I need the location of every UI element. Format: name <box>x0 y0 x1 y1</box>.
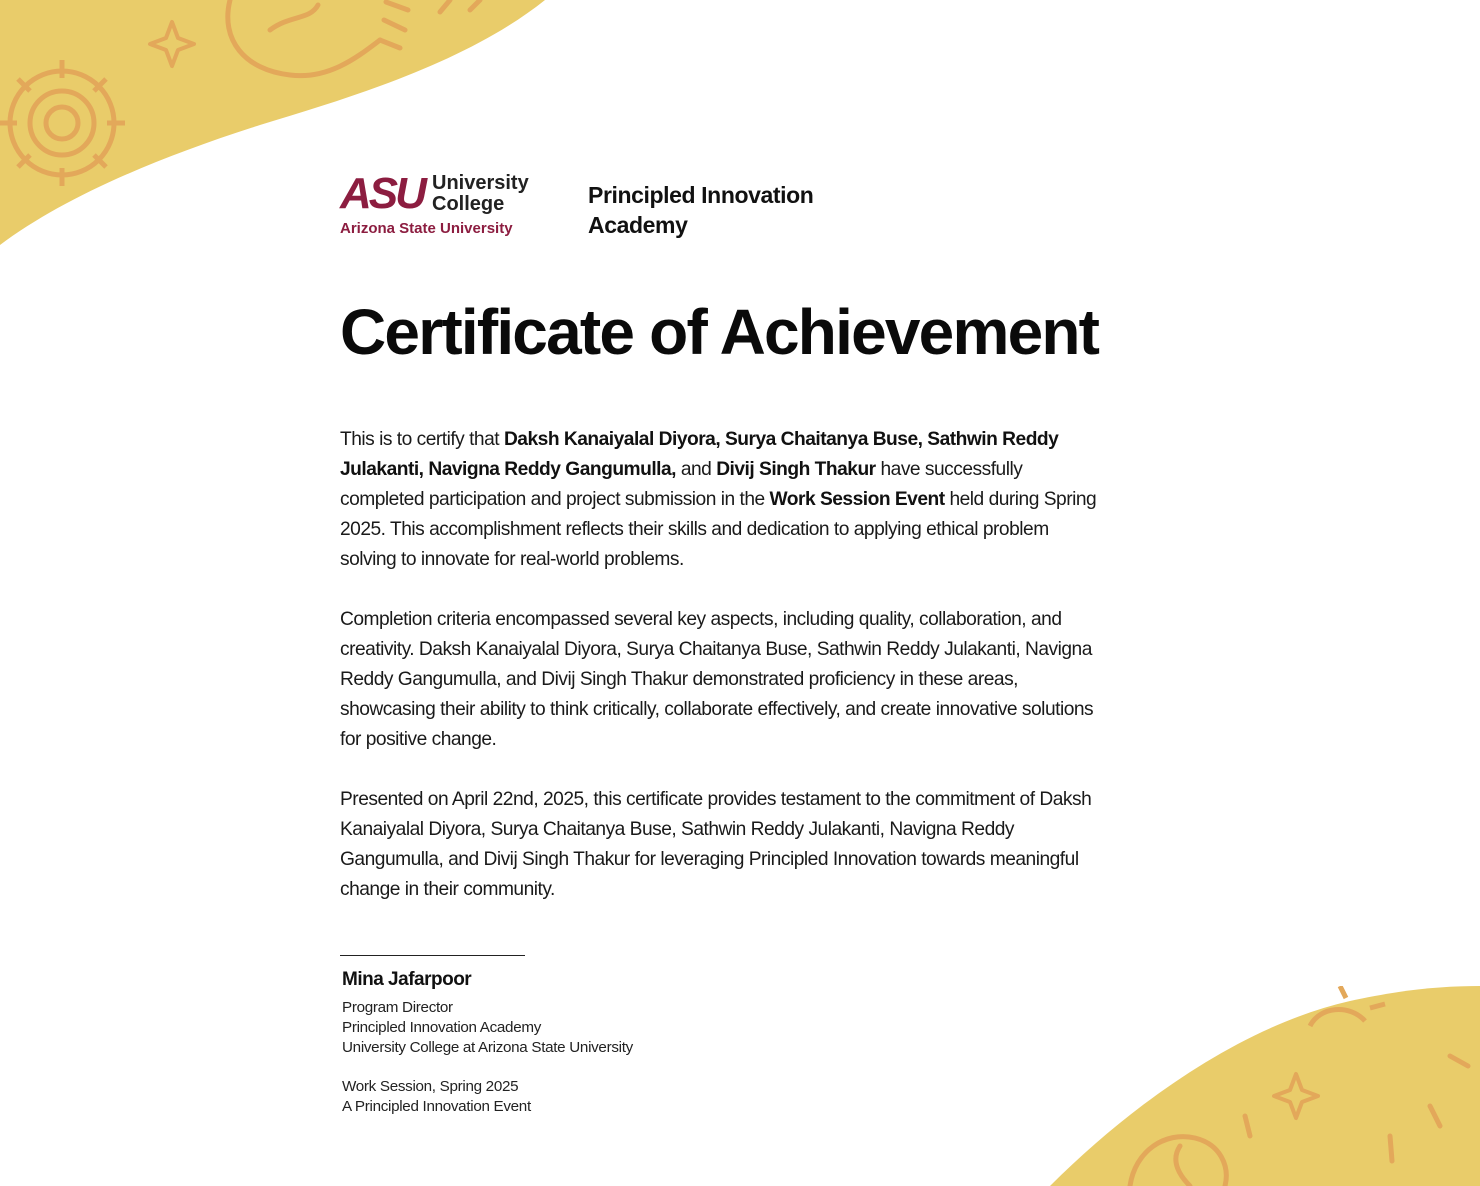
p1-intro: This is to certify that <box>340 429 504 450</box>
p1-names: Daksh Kanaiyalal Diyora, Surya Chaitanya Buse, Sathwin Reddy Julakanti, Navigna Reddy Gangumulla, <box>340 429 1059 480</box>
asu-wordmark: ASU <box>340 169 424 218</box>
p1-mid: have successfully completed participation and project submission in the <box>340 459 1023 510</box>
academy-line-1: Principled Innovation <box>588 182 814 208</box>
signer-details <box>342 998 633 1058</box>
signer-role: Program Director <box>342 999 453 1016</box>
college-label: College <box>432 193 505 215</box>
signature-line <box>340 955 525 956</box>
p1-event: Work Session Event <box>769 489 945 510</box>
asu-name: Arizona State University <box>340 220 513 237</box>
p1-and: and <box>676 459 717 480</box>
signer-name: Mina Jafarpoor <box>342 969 472 990</box>
signer-org-1: Principled Innovation Academy <box>342 1019 541 1036</box>
academy-name <box>588 180 848 240</box>
event-line-1: Work Session, Spring 2025 <box>342 1078 519 1095</box>
paragraph-3: Presented on April 22nd, 2025, this certificate provides testament to the commitment of Daksh Kanaiyalal Diyora, Surya Chaitanya Buse, Sathwin Reddy Julakanti, Navigna Reddy Gangumulla, and Divij Singh Thakur for leveraging Principled Innovation towards meaningful change in their community. <box>340 789 1092 900</box>
p1-last-name: Divij Singh Thakur <box>716 459 876 480</box>
academy-line-2: Academy <box>588 212 688 238</box>
event-line-2: A Principled Innovation Event <box>342 1098 531 1115</box>
signer-org-2: University College at Arizona State University <box>342 1039 633 1056</box>
header <box>340 169 1040 242</box>
paragraph-2: Completion criteria encompassed several key aspects, including quality, collaboration, and creativity. Daksh Kanaiyalal Diyora, Surya Chaitanya Buse, Sathwin Reddy Julakanti, Navigna Reddy Gangumulla, and Divij Singh Thakur demonstrated proficiency in these areas, showcasing their ability to think critically, collaborate effectively, and create innovative solutions for positive change. <box>340 609 1094 750</box>
bottom-right-decoration <box>1020 986 1480 1186</box>
paragraph-1 <box>340 425 1100 575</box>
event-details <box>342 1077 531 1117</box>
university-label: University <box>432 172 529 194</box>
p1-end: held during Spring 2025. This accomplishment reflects their skills and dedication to applying ethical problem solving to innovate for real-world problems. <box>340 489 1097 570</box>
certificate-title: Certificate of Achievement <box>340 296 1099 368</box>
